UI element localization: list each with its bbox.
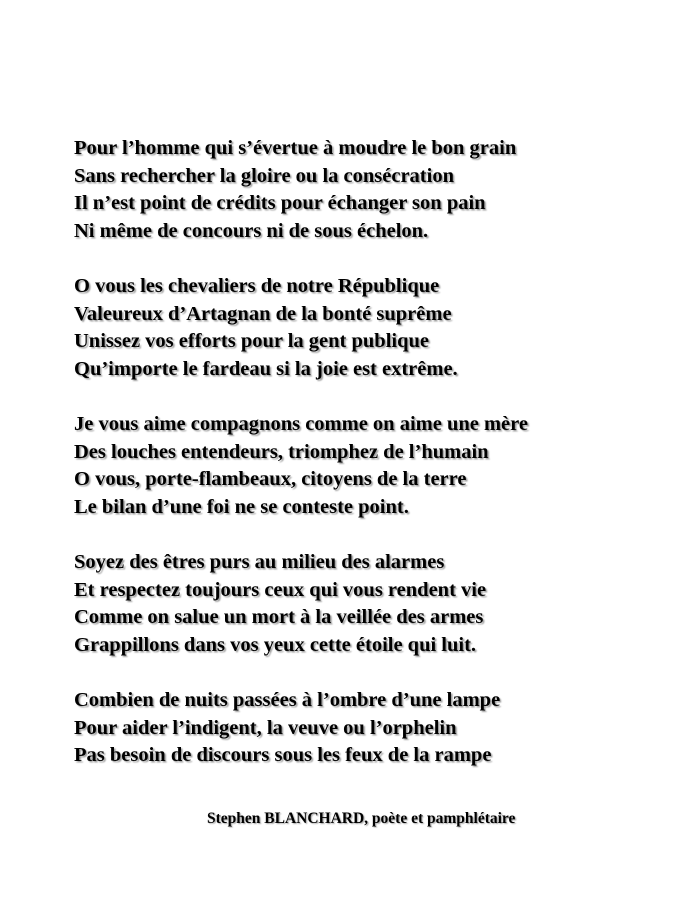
poem-line: Et respectez toujours ceux qui vous rendent vie	[74, 578, 487, 601]
poem-line: Comme on salue un mort à la veillée des armes	[74, 606, 484, 628]
poem-line: Je vous aime compagnons comme on aime une mère	[74, 413, 528, 435]
stanza	[74, 411, 674, 521]
poem-line: Unissez vos efforts pour la gent publique	[74, 330, 429, 352]
poem-line: O vous, porte-flambeaux, citoyens de la terre	[74, 468, 467, 490]
poem-line: Pour l’homme qui s’évertue à moudre le bon grain	[74, 137, 517, 159]
poem-line: Le bilan d’une foi ne se conteste point.	[74, 495, 409, 518]
stanza	[74, 273, 674, 383]
stanza	[74, 687, 674, 770]
poem-line: Il n’est point de crédits pour échanger son pain	[74, 192, 486, 214]
stanza	[74, 135, 674, 245]
poem-line: Des louches entendeurs, triomphez de l’humain	[74, 440, 489, 463]
poem-line: Soyez des êtres purs au milieu des alarmes	[74, 551, 445, 573]
poem-line: Valeureux d’Artagnan de la bonté suprême	[74, 302, 452, 325]
poem	[74, 135, 674, 798]
poem-line: Combien de nuits passées à l’ombre d’une lampe	[74, 689, 501, 711]
poem-line: O vous les chevaliers de notre République	[74, 275, 440, 297]
poem-line: Qu’importe le fardeau si la joie est extrême.	[74, 357, 458, 380]
poem-line: Pas besoin de discours sous les feux de la rampe	[74, 744, 492, 766]
poem-line: Ni même de concours ni de sous échelon.	[74, 219, 429, 242]
poem-line: Pour aider l’indigent, la veuve ou l’orphelin	[74, 716, 457, 739]
poem-line: Grappillons dans vos yeux cette étoile qui luit.	[74, 633, 477, 656]
poem-line: Sans rechercher la gloire ou la consécration	[74, 164, 454, 187]
author-signature: Stephen BLANCHARD, poète et pamphlétaire	[207, 810, 516, 827]
stanza	[74, 549, 674, 659]
